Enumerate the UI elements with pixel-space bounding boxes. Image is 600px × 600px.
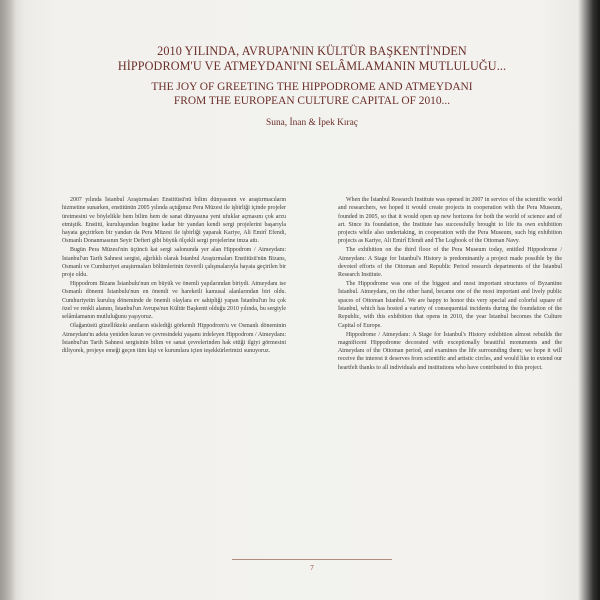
turkish-paragraph: Olağanüstü güzellikteki anıtların süslediği görkemli Hippodrom'u ve Osmanlı döneminin Atmeydanı'nı adeta yeniden kuran ve çevresindeki yaşamı irdeleyen Hippodrom / Atmeydanı: İstanbul'un Tarih Sahnesi sergisinin bilim ve sanat çevrelerinden hak ettiği ilgiyi görmesini diliyorek, projeye emeği geçen tüm kişi ve kurumlara içten teşekkürlerimizi sunuyoruz. [62, 323, 286, 355]
english-paragraph: Hippodrome / Atmeydanı: A Stage for İstanbul's History exhibition almost rebuilds the magnificent Hippodrome decorated with exceptionally beautiful monuments and the Atmeydanı of the Ottoman period, and examines the life surrounding them; we hope it will receive the interest it deserves from scientific and artistic circles, and would like to extend our heartfelt thanks to all individuals and institutions who have contributed to this project. [338, 331, 562, 371]
english-title-line-1: THE JOY OF GREETING THE HIPPODROME AND ATMEYDANI [151, 81, 473, 93]
binding-shadow [0, 0, 16, 600]
page-number-rule [232, 559, 392, 560]
english-title [62, 80, 562, 108]
book-page [62, 28, 562, 588]
turkish-paragraph: 2007 yılında İstanbul Araştırmaları Enstitüsü'nü bilim dünyasının ve araştırmacıların hizmetine sunarken, enstitünün 2005 yılında açtığımız Pera Müzesi ile işbirliği içinde projeler üretmesini ve böylelikle hem bilim hem de sanat dünyasına yeni ufuklar açmasını çok arzu etmiştik. Enstitü, kuruluşundan bugüne kadar bir yandan kendi sergi projelerini başarıyla hayata geçirirken bir yandan da Pera Müzesi ile işbirliği yaparak Kariye, Ali Emirî Efendi, Osmanlı Donanmasının Seyir Defteri gibi büyük ölçekli sergi projelerine imza attı. [62, 197, 286, 245]
title-block [62, 44, 562, 128]
english-paragraph: The Hippodrome was one of the biggest and most important structures of Byzantine İstanbul. Atmeydanı, on the other hand, became one of the most important and lively public spaces of Ottoman İstanbul. We are happy to honor this very special and colorful square of İstanbul, which has hosted a variety of consequential incidents during the foundation of the Republic, with this exhibition that opens in 2010, the year İstanbul becomes the Culture Capital of Europe. [338, 281, 562, 329]
turkish-paragraph: Bugün Pera Müzesi'nin üçüncü kat sergi salonunda yer alan Hippodrom / Atmeydanı: İstanbul'un Tarih Sahnesi sergisi, ağırlıklı olarak İstanbul Araştırmaları Enstitüsü'nün Bizans, Osmanlı ve Cumhuriyet araştırmaları bölümlerinin özverili çalışmalarıyla hayata geçirilen bir proje oldu. [62, 247, 286, 279]
page-number: 7 [310, 564, 314, 572]
authors: Suna, İnan & İpek Kıraç [266, 118, 358, 128]
turkish-column [62, 196, 286, 372]
turkish-title-line-2: HİPPODROM'U VE ATMEYDANI'NI SELÂMLAMANIN MUTLULUĞU... [117, 59, 507, 73]
english-title-line-2: FROM THE EUROPEAN CULTURE CAPITAL OF 2010... [173, 95, 451, 107]
scan-edge-shadow [578, 0, 600, 600]
turkish-title-line-1: 2010 YILINDA, AVRUPA'NIN KÜLTÜR BAŞKENTİ'NDEN [157, 44, 467, 58]
body-columns [62, 196, 562, 372]
turkish-title [62, 44, 562, 74]
english-paragraph: The exhibition on the third floor of the Pera Museum today, entitled Hippodrome / Atmeydanı: A Stage for İstanbul's History is predominantly a project made possible by the devoted efforts of the Ottoman and Republic Period research departments of the İstanbul Research Institute. [338, 247, 562, 279]
turkish-paragraph: Hippodrom Bizans İstanbulu'nun en büyük ve önemli yapılarından biriydi. Atmeydanı ise Osmanlı dönemi İstanbulu'nun en önemli ve hareketli kamusal alanlarından biri oldu. Cumhuriyetin kuruluş döneminde de önemli olaylara ev sahipliği yapan İstanbul'un bu çok özel ve renkli alanını, İstanbul'un Avrupa'nın Kültür Başkenti olduğu 2010 yılında, bu sergiyle selâmlamanın mutluluğunu yaşıyoruz. [62, 281, 286, 321]
english-column [338, 196, 562, 372]
english-paragraph: When the İstanbul Research Institute was opened in 2007 in service of the scientific world and researchers, we hoped it would create projects in cooperation with the Pera Museum, founded in 2005, so that it would open up new horizons for both the world of science and of art. Since its foundation, the Institute has successfully brought to life its own exhibition projects while also undertaking, in cooperation with the Pera Museum, such big exhibition projects as Kariye, Ali Emirî Efendi and The Logbook of the Ottoman Navy. [338, 197, 562, 245]
